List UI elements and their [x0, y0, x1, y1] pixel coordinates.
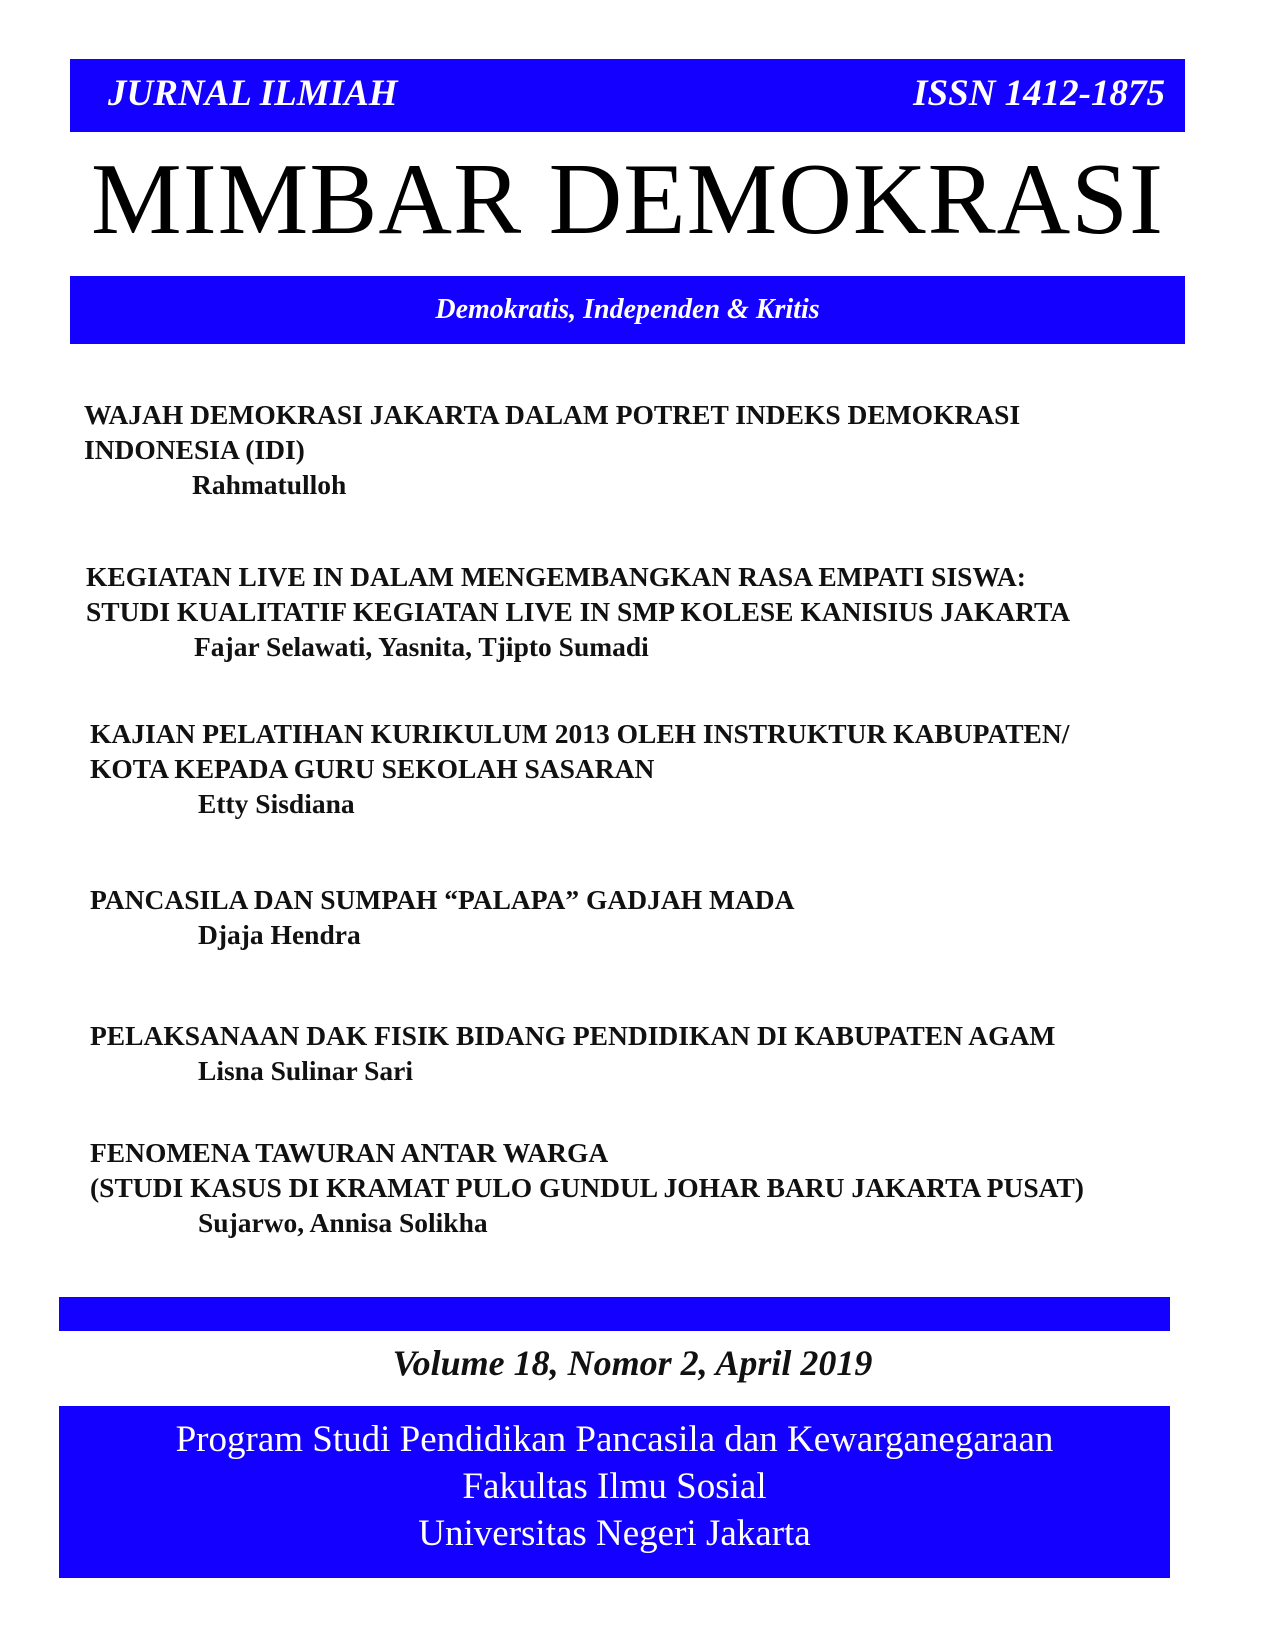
divider-band — [59, 1297, 1170, 1331]
publisher-band — [59, 1406, 1170, 1578]
article-title: KEGIATAN LIVE IN DALAM MENGEMBANGKAN RASA EMPATI SISWA: STUDI KUALITATIF KEGIATAN LIVE IN SMP KOLESE KANISIUS JAKARTA — [86, 561, 1071, 627]
article-title: KAJIAN PELATIHAN KURIKULUM 2013 OLEH INSTRUKTUR KABUPATEN/ KOTA KEPADA GURU SEKOLAH SASARAN — [90, 718, 1070, 784]
tagline: Demokratis, Independen & Kritis — [435, 294, 820, 325]
journal-label: JURNAL ILMIAH — [108, 73, 398, 114]
publisher-university: Universitas Negeri Jakarta — [418, 1513, 811, 1554]
article-authors: Sujarwo, Annisa Solikha — [198, 1207, 488, 1238]
article-title: PANCASILA DAN SUMPAH “PALAPA” GADJAH MADA — [90, 884, 795, 915]
publisher-faculty: Fakultas Ilmu Sosial — [462, 1466, 767, 1507]
article-item — [90, 1018, 1055, 1088]
issue-volume: Volume 18, Nomor 2, April 2019 — [392, 1343, 873, 1383]
journal-masthead: MIMBAR DEMOKRASI — [91, 143, 1164, 256]
article-authors: Djaja Hendra — [198, 919, 361, 950]
article-authors: Lisna Sulinar Sari — [198, 1055, 413, 1086]
article-item — [90, 716, 1069, 821]
article-authors: Fajar Selawati, Yasnita, Tjipto Sumadi — [194, 631, 649, 662]
article-authors: Rahmatulloh — [192, 469, 347, 500]
article-title: PELAKSANAAN DAK FISIK BIDANG PENDIDIKAN DI KABUPATEN AGAM — [90, 1020, 1056, 1051]
article-authors: Etty Sisdiana — [198, 788, 355, 819]
article-item — [86, 559, 1146, 664]
article-title: FENOMENA TAWURAN ANTAR WARGA (STUDI KASUS DI KRAMAT PULO GUNDUL JOHAR BARU JAKARTA PUSAT) — [90, 1137, 1084, 1203]
issn-number: ISSN 1412-1875 — [913, 73, 1165, 114]
article-item — [90, 882, 795, 952]
article-item — [90, 1135, 1084, 1240]
article-title: WAJAH DEMOKRASI JAKARTA DALAM POTRET INDEKS DEMOKRASI INDONESIA (IDI) — [84, 399, 1021, 465]
article-item — [84, 397, 1020, 502]
publisher-program: Program Studi Pendidikan Pancasila dan Kewarganegaraan — [175, 1419, 1054, 1460]
